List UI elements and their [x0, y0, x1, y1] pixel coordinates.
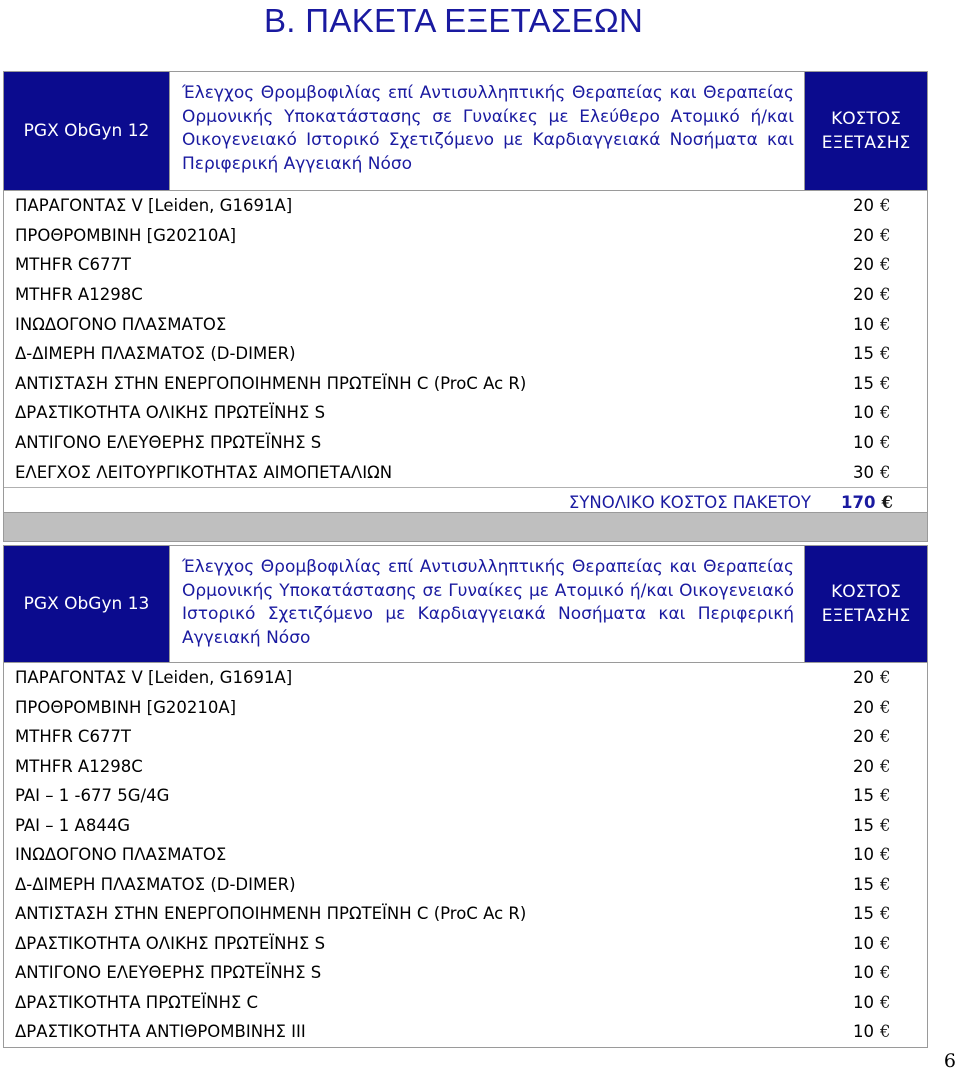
euro-icon: € — [880, 225, 891, 245]
price-amount: 15 — [853, 786, 874, 806]
package-header — [4, 72, 927, 191]
euro-icon: € — [880, 874, 891, 894]
test-price — [853, 315, 927, 334]
test-name: ΠΑΡΑΓΟΝΤΑΣ V [Leiden, G1691A] — [15, 668, 293, 688]
test-price — [853, 993, 927, 1012]
euro-icon: € — [880, 963, 891, 983]
package-code: PGX ObGyn 12 — [4, 72, 170, 190]
test-name: ΙΝΩΔΟΓΟΝΟ ΠΛΑΣΜΑΤΟΣ — [15, 845, 227, 865]
test-list — [4, 663, 927, 1047]
price-amount: 15 — [853, 344, 874, 364]
price-amount: 20 — [853, 255, 874, 275]
cost-header-line1: ΚΟΣΤΟΣ — [831, 109, 901, 129]
euro-icon: € — [880, 255, 891, 275]
test-row — [4, 221, 927, 251]
euro-icon: € — [880, 462, 891, 482]
price-amount: 10 — [853, 314, 874, 334]
test-price — [853, 816, 927, 835]
cost-header-line1: ΚΟΣΤΟΣ — [831, 582, 901, 602]
euro-icon: € — [880, 373, 891, 393]
test-name: MTHFR A1298C — [15, 285, 143, 305]
price-amount: 15 — [853, 815, 874, 835]
test-price — [853, 757, 927, 776]
test-name: ΠΡΟΘΡΟΜΒΙΝΗ [G20210A] — [15, 225, 237, 245]
test-row — [4, 811, 927, 841]
test-name: ΠΡΟΘΡΟΜΒΙΝΗ [G20210A] — [15, 697, 237, 717]
price-amount: 10 — [853, 963, 874, 983]
euro-icon: € — [880, 815, 891, 835]
test-name: MTHFR C677T — [15, 727, 132, 747]
test-name: Δ-ΔΙΜΕΡΗ ΠΛΑΣΜΑΤΟΣ (D-DIMER) — [15, 874, 296, 894]
price-amount: 20 — [853, 668, 874, 688]
euro-icon: € — [880, 1022, 891, 1042]
package-code: PGX ObGyn 13 — [4, 546, 170, 662]
price-amount: 20 — [853, 285, 874, 305]
euro-icon: € — [880, 845, 891, 865]
test-row — [4, 988, 927, 1018]
test-row — [4, 398, 927, 428]
test-name: ΑΝΤΙΓΟΝΟ ΕΛΕΥΘΕΡΗΣ ΠΡΩΤΕΪΝΗΣ S — [15, 963, 322, 983]
section-divider — [3, 512, 928, 542]
price-amount: 10 — [853, 992, 874, 1012]
price-amount: 30 — [853, 462, 874, 482]
price-amount: 10 — [853, 403, 874, 423]
test-price — [853, 727, 927, 746]
price-amount: 20 — [853, 697, 874, 717]
test-row — [4, 457, 927, 487]
euro-icon: € — [880, 697, 891, 717]
euro-icon: € — [880, 285, 891, 305]
price-amount: 20 — [853, 727, 874, 747]
test-price — [853, 344, 927, 363]
test-row — [4, 663, 927, 693]
cost-header — [805, 72, 927, 190]
euro-icon: € — [880, 433, 891, 453]
test-row — [4, 250, 927, 280]
test-list — [4, 191, 927, 487]
price-amount: 15 — [853, 904, 874, 924]
test-row — [4, 280, 927, 310]
price-amount: 10 — [853, 1022, 874, 1042]
euro-icon: € — [880, 727, 891, 747]
euro-icon: € — [880, 196, 891, 216]
euro-icon: € — [880, 992, 891, 1012]
test-row — [4, 369, 927, 399]
package-header — [4, 546, 927, 663]
test-name: MTHFR A1298C — [15, 756, 143, 776]
package-description: Έλεγχος Θρομβοφιλίας επί Αντισυλληπτικής Θεραπείας και Θεραπείας Ορμονικής Υποκατάστασης σε Γυναίκες με Ελεύθερο Ατομικό ή/και Οικογενειακό Ιστορικό Σχετιζόμενο με Καρδιαγγειακά Νοσήματα και Περιφερική Αγγειακή Νόσο — [170, 72, 805, 190]
price-amount: 15 — [853, 874, 874, 894]
test-price — [853, 226, 927, 245]
test-price — [853, 934, 927, 953]
test-name: ΔΡΑΣΤΙΚΟΤΗΤΑ ΠΡΩΤΕΪΝΗΣ C — [15, 992, 259, 1012]
test-row — [4, 899, 927, 929]
test-row — [4, 929, 927, 959]
euro-icon: € — [880, 786, 891, 806]
euro-icon: € — [880, 314, 891, 334]
test-name: ΠΑΡΑΓΟΝΤΑΣ V [Leiden, G1691A] — [15, 196, 293, 216]
test-row — [4, 958, 927, 988]
test-name: MTHFR C677T — [15, 255, 132, 275]
euro-icon: € — [880, 933, 891, 953]
test-row — [4, 309, 927, 339]
test-price — [853, 668, 927, 687]
test-row — [4, 1017, 927, 1047]
price-amount: 20 — [853, 196, 874, 216]
euro-icon: € — [880, 344, 891, 364]
euro-icon: € — [880, 668, 891, 688]
test-name: Δ-ΔΙΜΕΡΗ ΠΛΑΣΜΑΤΟΣ (D-DIMER) — [15, 344, 296, 364]
test-price — [853, 255, 927, 274]
test-row — [4, 752, 927, 782]
test-price — [853, 285, 927, 304]
test-name: ΔΡΑΣΤΙΚΟΤΗΤΑ ΟΛΙΚΗΣ ΠΡΩΤΕΪΝΗΣ S — [15, 933, 326, 953]
price-amount: 15 — [853, 373, 874, 393]
test-price — [853, 845, 927, 864]
test-price — [853, 196, 927, 215]
euro-icon: € — [880, 403, 891, 423]
test-row — [4, 781, 927, 811]
test-price — [853, 963, 927, 982]
test-name: ΕΛΕΓΧΟΣ ΛΕΙΤΟΥΡΓΙΚΟΤΗΤΑΣ ΑΙΜΟΠΕΤΑΛΙΩΝ — [15, 462, 393, 482]
euro-icon: € — [880, 904, 891, 924]
price-amount: 20 — [853, 225, 874, 245]
cost-header-line2: ΕΞΕΤΑΣΗΣ — [821, 606, 911, 626]
test-price — [853, 786, 927, 805]
cost-header — [805, 546, 927, 662]
test-price — [853, 875, 927, 894]
test-row — [4, 339, 927, 369]
package-description: Έλεγχος Θρομβοφιλίας επί Αντισυλληπτικής Θεραπείας και Θεραπείας Ορμονικής Υποκατάστασης σε Γυναίκες με Ατομικό ή/και Οικογενειακό Ιστορικό Σχετιζόμενο με Καρδιαγγειακά Νοσήματα και Περιφερική Αγγειακή Νόσο — [170, 546, 805, 662]
test-name: PAI – 1 A844G — [15, 815, 131, 835]
test-name: ΑΝΤΙΣΤΑΣΗ ΣΤΗΝ ΕΝΕΡΓΟΠΟΙΗΜΕΝΗ ΠΡΩΤΕΪΝΗ C (ProC Ac R) — [15, 373, 527, 393]
test-name: ΔΡΑΣΤΙΚΟΤΗΤΑ ΑΝΤΙΘΡΟΜΒΙΝΗΣ ΙΙΙ — [15, 1022, 306, 1042]
total-value — [841, 493, 927, 512]
test-row — [4, 693, 927, 723]
cost-header-line2: ΕΞΕΤΑΣΗΣ — [821, 133, 911, 153]
test-name: ΑΝΤΙΓΟΝΟ ΕΛΕΥΘΕΡΗΣ ΠΡΩΤΕΪΝΗΣ S — [15, 433, 322, 453]
euro-icon: € — [881, 493, 893, 513]
price-amount: 10 — [853, 845, 874, 865]
test-name: PAI – 1 -677 5G/4G — [15, 786, 170, 806]
euro-icon: € — [880, 756, 891, 776]
test-row — [4, 428, 927, 458]
test-price — [853, 904, 927, 923]
test-row — [4, 191, 927, 221]
price-amount: 20 — [853, 756, 874, 776]
test-name: ΙΝΩΔΟΓΟΝΟ ΠΛΑΣΜΑΤΟΣ — [15, 314, 227, 334]
test-row — [4, 870, 927, 900]
test-price — [853, 1022, 927, 1041]
price-amount: 10 — [853, 933, 874, 953]
test-name: ΑΝΤΙΣΤΑΣΗ ΣΤΗΝ ΕΝΕΡΓΟΠΟΙΗΜΕΝΗ ΠΡΩΤΕΪΝΗ C (ProC Ac R) — [15, 904, 527, 924]
test-price — [853, 374, 927, 393]
total-amount: 170 — [841, 493, 876, 513]
page-number: 6 — [943, 1050, 956, 1072]
test-price — [853, 698, 927, 717]
price-amount: 10 — [853, 433, 874, 453]
test-row — [4, 722, 927, 752]
test-row — [4, 840, 927, 870]
total-label: ΣΥΝΟΛΙΚΟ ΚΟΣΤΟΣ ΠΑΚΕΤΟΥ — [568, 493, 811, 513]
test-price — [853, 433, 927, 452]
package-pgx-obgyn-13 — [3, 545, 928, 1048]
test-price — [853, 403, 927, 422]
package-pgx-obgyn-12 — [3, 71, 928, 519]
page-title: Β. ΠΑΚΕΤΑ ΕΞΕΤΑΣΕΩΝ — [264, 2, 644, 39]
test-price — [853, 463, 927, 482]
test-name: ΔΡΑΣΤΙΚΟΤΗΤΑ ΟΛΙΚΗΣ ΠΡΩΤΕΪΝΗΣ S — [15, 403, 326, 423]
